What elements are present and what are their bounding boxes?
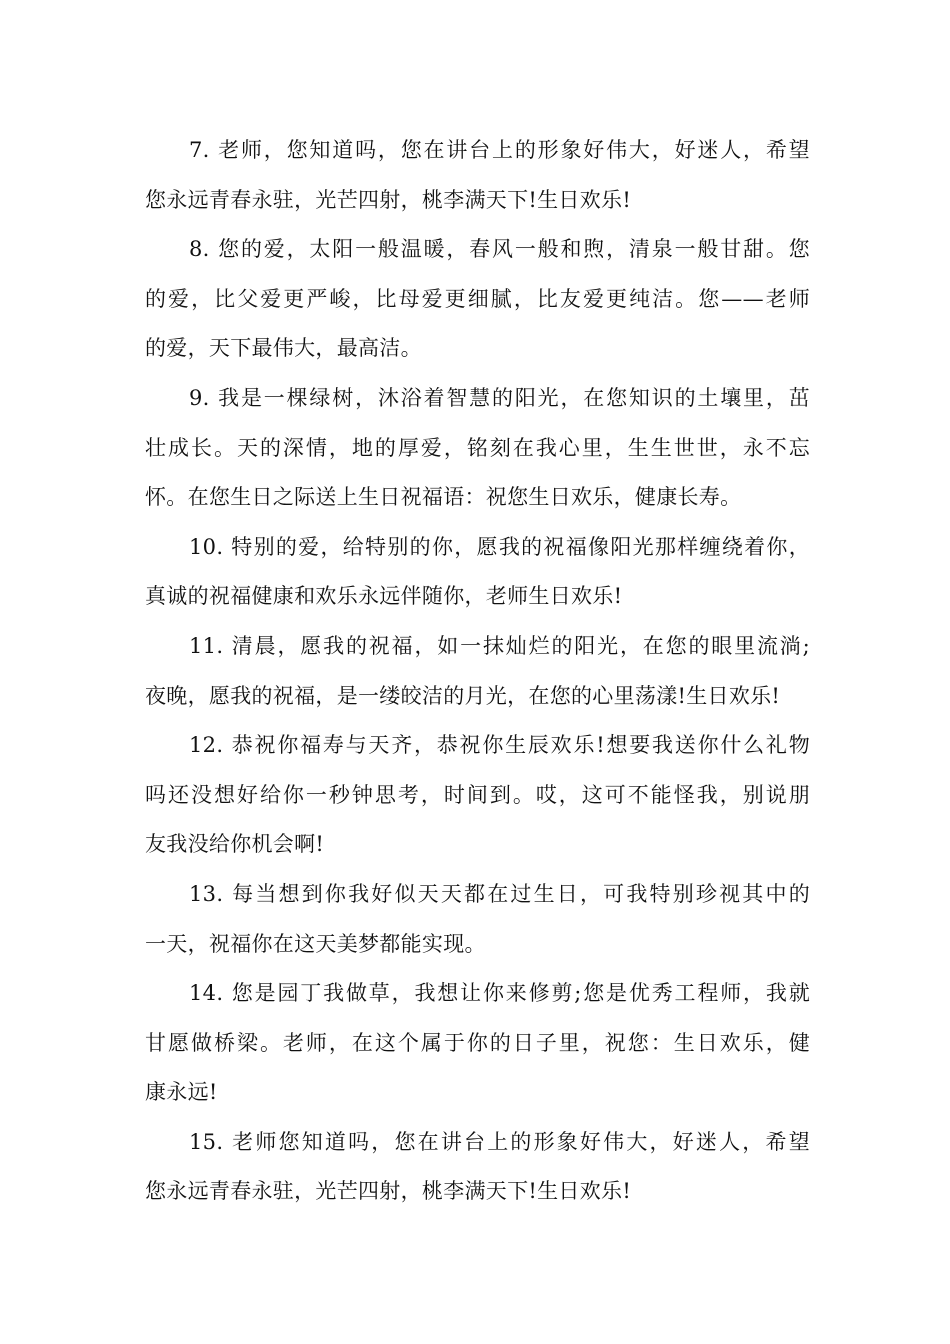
paragraph-line: 12. 恭祝你福寿与天齐，恭祝你生辰欢乐!想要我送你什么礼物 — [189, 733, 810, 758]
paragraph-line: 甘愿做桥梁。老师，在这个属于你的日子里，祝您：生日欢乐，健 — [145, 1030, 810, 1055]
paragraph-line: 11. 清晨，愿我的祝福，如一抹灿烂的阳光，在您的眼里流淌; — [189, 633, 810, 658]
paragraph — [145, 622, 810, 721]
paragraph-line: 康永远! — [145, 1080, 218, 1105]
paragraph-line: 10. 特别的爱，给特别的你，愿我的祝福像阳光那样缠绕着你， — [189, 534, 810, 559]
paragraph — [145, 870, 810, 969]
paragraph-line: 9. 我是一棵绿树，沐浴着智慧的阳光，在您知识的土壤里，茁 — [189, 385, 810, 410]
paragraph-line: 壮成长。天的深情，地的厚爱，铭刻在我心里，生生世世，永不忘 — [145, 435, 810, 460]
paragraph-line: 7. 老师，您知道吗，您在讲台上的形象好伟大，好迷人，希望 — [189, 138, 810, 162]
paragraph-line: 8. 您的爱，太阳一般温暖，春风一般和煦，清泉一般甘甜。您 — [189, 237, 810, 262]
paragraph-line: 14. 您是园丁我做草，我想让你来修剪;您是优秀工程师，我就 — [189, 981, 810, 1006]
paragraph — [145, 969, 810, 1118]
paragraph-line: 一天，祝福你在这天美梦都能实现。 — [145, 931, 486, 956]
paragraph-line: 的爱，天下最伟大，最高洁。 — [145, 336, 422, 361]
paragraph — [145, 374, 810, 523]
paragraph-line: 您永远青春永驻，光芒四射，桃李满天下!生日欢乐! — [145, 187, 632, 212]
paragraph-line: 13. 每当想到你我好似天天都在过生日，可我特别珍视其中的 — [189, 881, 810, 906]
document-body — [145, 126, 810, 1217]
paragraph — [145, 126, 810, 225]
paragraph-line: 您永远青春永驻，光芒四射，桃李满天下!生日欢乐! — [145, 1179, 632, 1204]
paragraph-line: 友我没给你机会啊! — [145, 832, 325, 857]
paragraph — [145, 1118, 810, 1217]
paragraph-line: 真诚的祝福健康和欢乐永远伴随你，老师生日欢乐! — [145, 584, 623, 609]
paragraph-line: 15. 老师您知道吗，您在讲台上的形象好伟大，好迷人，希望 — [189, 1129, 810, 1154]
paragraph — [145, 721, 810, 870]
paragraph — [145, 523, 810, 622]
paragraph-line: 夜晚，愿我的祝福，是一缕皎洁的月光，在您的心里荡漾!生日欢乐! — [145, 683, 781, 708]
paragraph-line: 的爱，比父爱更严峻，比母爱更细腻，比友爱更纯洁。您——老师 — [145, 286, 810, 311]
paragraph-line: 吗还没想好给你一秒钟思考，时间到。哎，这可不能怪我，别说朋 — [145, 782, 810, 807]
paragraph-line: 怀。在您生日之际送上生日祝福语：祝您生日欢乐，健康长寿。 — [145, 485, 742, 510]
paragraph — [145, 225, 810, 374]
